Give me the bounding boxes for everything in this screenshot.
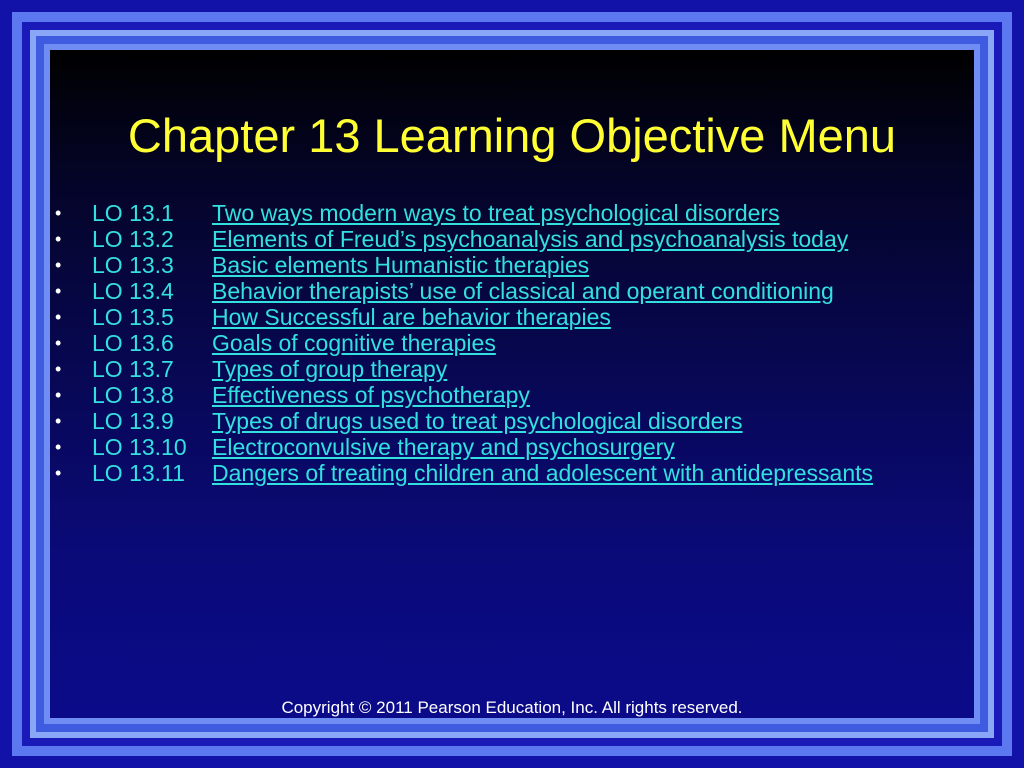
lo-label: Behavior therapists’ use of classical and operant conditioning bbox=[212, 278, 834, 304]
bullet-icon: • bbox=[55, 307, 62, 327]
lo-label: Dangers of treating children and adolescent with antidepressants bbox=[212, 460, 874, 486]
lo-label: Goals of cognitive therapies bbox=[212, 330, 496, 356]
copyright-notice: Copyright © 2011 Pearson Education, Inc. All rights reserved. bbox=[281, 698, 743, 717]
menu-item-lo-13-1 bbox=[50, 200, 974, 226]
menu-item-lo-13-5 bbox=[50, 304, 974, 330]
lo-13-2-link[interactable] bbox=[92, 226, 848, 252]
bullet-icon: • bbox=[55, 255, 62, 275]
lo-number: LO 13.1 bbox=[92, 200, 174, 226]
menu-item-lo-13-10 bbox=[50, 434, 974, 460]
bullet-icon: • bbox=[55, 385, 62, 405]
lo-label: Types of drugs used to treat psychological disorders bbox=[212, 408, 743, 434]
menu-item-lo-13-4 bbox=[50, 278, 974, 304]
lo-13-6-link[interactable] bbox=[92, 330, 496, 356]
lo-label: Types of group therapy bbox=[212, 356, 448, 382]
lo-number: LO 13.2 bbox=[92, 226, 174, 252]
bullet-icon: • bbox=[55, 333, 62, 353]
lo-number: LO 13.5 bbox=[92, 304, 174, 330]
menu-item-lo-13-2 bbox=[50, 226, 974, 252]
slide-content bbox=[50, 50, 974, 718]
lo-number: LO 13.8 bbox=[92, 382, 174, 408]
lo-13-4-link[interactable] bbox=[92, 278, 834, 304]
slide-title: Chapter 13 Learning Objective Menu bbox=[127, 109, 897, 162]
menu-item-lo-13-9 bbox=[50, 408, 974, 434]
lo-13-8-link[interactable] bbox=[92, 382, 530, 408]
bullet-icon: • bbox=[55, 437, 62, 457]
lo-label: Basic elements Humanistic therapies bbox=[212, 252, 590, 278]
bullet-icon: • bbox=[55, 411, 62, 431]
bullet-icon: • bbox=[55, 203, 62, 223]
lo-number: LO 13.4 bbox=[92, 278, 174, 304]
learning-objective-menu bbox=[50, 200, 974, 486]
lo-label: Elements of Freud’s psychoanalysis and psychoanalysis today bbox=[212, 226, 849, 252]
lo-13-3-link[interactable] bbox=[92, 252, 589, 278]
lo-13-11-link[interactable] bbox=[92, 460, 873, 486]
lo-13-5-link[interactable] bbox=[92, 304, 611, 330]
lo-13-10-link[interactable] bbox=[92, 434, 675, 460]
menu-item-lo-13-6 bbox=[50, 330, 974, 356]
lo-number: LO 13.3 bbox=[92, 252, 174, 278]
lo-label: Two ways modern ways to treat psychological disorders bbox=[212, 200, 780, 226]
menu-item-lo-13-8 bbox=[50, 382, 974, 408]
menu-item-lo-13-7 bbox=[50, 356, 974, 382]
lo-number: LO 13.11 bbox=[92, 460, 185, 486]
menu-item-lo-13-11 bbox=[50, 460, 974, 486]
lo-13-9-link[interactable] bbox=[92, 408, 743, 434]
bullet-icon: • bbox=[55, 229, 62, 249]
lo-label: Effectiveness of psychotherapy bbox=[212, 382, 530, 408]
menu-item-lo-13-3 bbox=[50, 252, 974, 278]
lo-number: LO 13.6 bbox=[92, 330, 174, 356]
bullet-icon: • bbox=[55, 463, 62, 483]
lo-number: LO 13.9 bbox=[92, 408, 174, 434]
lo-label: Electroconvulsive therapy and psychosurgery bbox=[212, 434, 675, 460]
bullet-icon: • bbox=[55, 281, 62, 301]
lo-label: How Successful are behavior therapies bbox=[212, 304, 611, 330]
lo-13-1-link[interactable] bbox=[92, 200, 780, 226]
lo-number: LO 13.10 bbox=[92, 434, 187, 460]
lo-13-7-link[interactable] bbox=[92, 356, 447, 382]
bullet-icon: • bbox=[55, 359, 62, 379]
lo-number: LO 13.7 bbox=[92, 356, 174, 382]
